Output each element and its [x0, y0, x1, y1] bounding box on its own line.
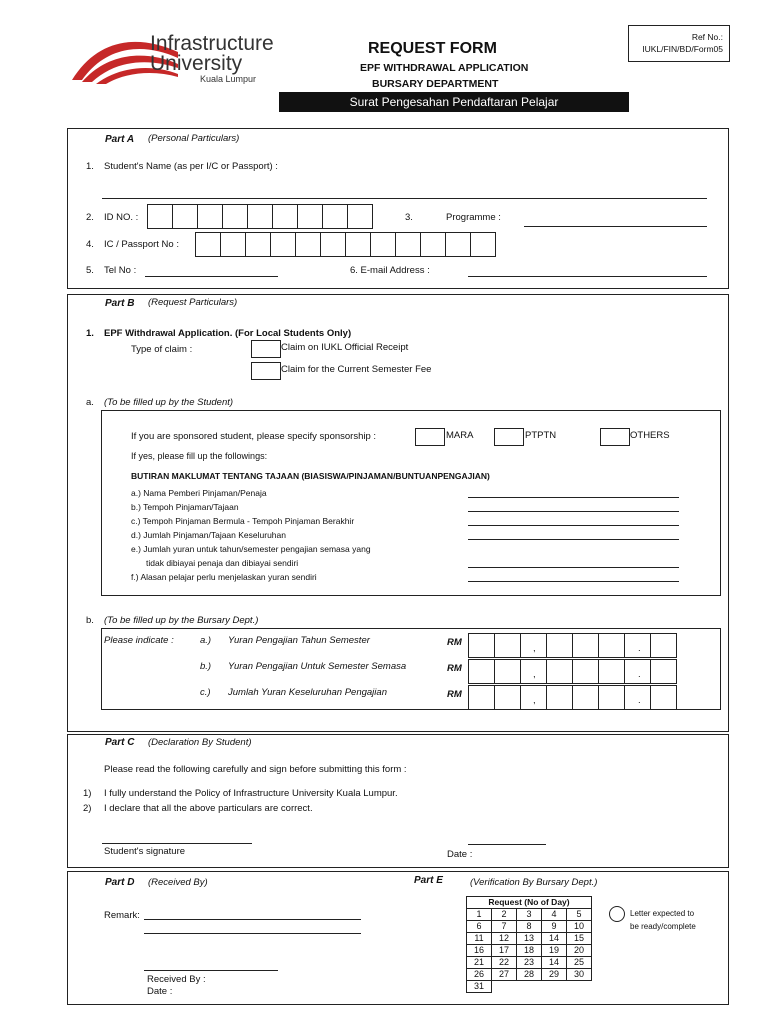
q2-number: 2. — [86, 212, 94, 223]
sponsor-item-e: e.) Jumlah yuran untuk tahun/semester pengajian semasa yang — [131, 544, 371, 554]
part-b-subtitle: (Request Particulars) — [148, 297, 238, 308]
completion-circle-icon[interactable] — [609, 906, 625, 922]
q1-number: 1. — [86, 161, 94, 172]
day-cell[interactable]: 3 — [517, 909, 542, 921]
part-e-subtitle: (Verification By Bursary Dept.) — [470, 877, 598, 888]
sponsor-item-f: f.) Alasan pelajar perlu menjelaskan yuran sendiri — [131, 572, 317, 582]
day-cell[interactable]: 28 — [517, 969, 542, 981]
fee-b-comma: , — [533, 669, 536, 680]
fee-a-letter: a.) — [200, 635, 212, 646]
sponsor-item-e-cont: tidak dibiayai penaja dan dibiayai sendiri — [146, 558, 299, 568]
ref-box — [628, 25, 730, 62]
part-e-title: Part E — [414, 875, 443, 886]
part-d-subtitle: (Received By) — [148, 877, 208, 888]
day-cell[interactable]: 12 — [492, 933, 517, 945]
student-date-field[interactable] — [468, 844, 546, 845]
day-cell[interactable]: 11 — [467, 933, 492, 945]
others-label: OTHERS — [630, 430, 670, 441]
day-cell[interactable]: 21 — [467, 957, 492, 969]
sponsor-field-b[interactable] — [468, 511, 679, 512]
letter-note-line2: be ready/complete — [630, 922, 696, 931]
fee-b-amount-boxes[interactable] — [468, 659, 677, 684]
day-cell[interactable]: 27 — [492, 969, 517, 981]
declaration-2: I declare that all the above particulars are correct. — [104, 803, 313, 814]
day-cell[interactable]: 14 — [542, 933, 567, 945]
email-field[interactable] — [468, 276, 707, 277]
fee-c-label: Jumlah Yuran Keseluruhan Pengajian — [228, 687, 387, 698]
day-cell[interactable]: 20 — [567, 945, 592, 957]
fee-b-letter: b.) — [200, 661, 212, 672]
day-cell[interactable]: 16 — [467, 945, 492, 957]
logo-text-line1: Infrastructure — [150, 32, 274, 55]
others-checkbox[interactable] — [600, 428, 630, 446]
q2-label: ID NO. : — [104, 212, 139, 223]
fee-b-dot: . — [638, 669, 641, 680]
ref-label: Ref No.: — [691, 32, 723, 42]
day-cell[interactable]: 25 — [567, 957, 592, 969]
fee-a-dot: . — [638, 643, 641, 654]
day-cell[interactable]: 23 — [517, 957, 542, 969]
part-a-subtitle: (Personal Particulars) — [148, 133, 240, 144]
q3-number: 3. — [405, 212, 413, 223]
day-cell[interactable]: 31 — [467, 981, 492, 993]
day-cell[interactable]: 19 — [542, 945, 567, 957]
fee-c-amount-boxes[interactable] — [468, 685, 677, 710]
day-cell[interactable]: 7 — [492, 921, 517, 933]
declaration-2-number: 2) — [83, 803, 92, 814]
fee-a-amount-boxes[interactable] — [468, 633, 677, 658]
form-subtitle-1: EPF WITHDRAWAL APPLICATION — [360, 62, 529, 74]
form-title: REQUEST FORM — [368, 40, 497, 57]
if-yes-text: If yes, please fill up the followings: — [131, 451, 268, 461]
q5-number: 5. — [86, 265, 94, 276]
day-cell[interactable]: 4 — [542, 909, 567, 921]
ref-value: IUKL/FIN/BD/Form05 — [642, 44, 723, 54]
fee-b-label: Yuran Pengajian Untuk Semester Semasa — [228, 661, 407, 672]
part-c-subtitle: (Declaration By Student) — [148, 737, 252, 748]
remark-label: Remark: — [104, 910, 140, 921]
sponsor-field-d[interactable] — [468, 539, 679, 540]
day-cell[interactable]: 2 — [492, 909, 517, 921]
type-of-claim-label: Type of claim : — [131, 344, 193, 355]
q5-label: Tel No : — [104, 265, 137, 276]
butiran-heading: BUTIRAN MAKLUMAT TENTANG TAJAAN (BIASISWA/PINJAMAN/BUNTUANPENGAJIAN) — [131, 471, 490, 481]
logo-text-line2: University — [150, 52, 243, 75]
q3-label: Programme : — [446, 212, 501, 223]
fee-b-rm: RM — [447, 663, 462, 674]
fee-c-letter: c.) — [200, 687, 211, 698]
day-cell[interactable]: 15 — [567, 933, 592, 945]
fee-c-comma: , — [533, 695, 536, 706]
received-by-label: Received By : — [147, 974, 206, 985]
declaration-1-number: 1) — [83, 788, 92, 799]
mara-checkbox[interactable] — [415, 428, 445, 446]
sponsor-item-b: b.) Tempoh Pinjaman/Tajaan — [131, 502, 239, 512]
section-a-label: (To be filled up by the Student) — [104, 397, 234, 408]
q6-label: 6. E-mail Address : — [350, 265, 430, 276]
item1-label: EPF Withdrawal Application. (For Local Students Only) — [104, 328, 352, 339]
logo-text-line3: Kuala Lumpur — [200, 74, 257, 84]
sponsor-field-a[interactable] — [468, 497, 679, 498]
part-d-title: Part D — [105, 877, 135, 888]
letter-note-line1: Letter expected to — [630, 909, 695, 918]
claim-receipt-checkbox[interactable] — [251, 340, 281, 358]
received-date-label: Date : — [147, 986, 173, 997]
item1-number: 1. — [86, 328, 94, 339]
remark-field-1[interactable] — [144, 919, 361, 920]
programme-field[interactable] — [524, 226, 707, 227]
banner — [279, 92, 629, 112]
part-b-title: Part B — [105, 298, 135, 309]
day-cell[interactable]: 22 — [492, 957, 517, 969]
sponsor-item-a: a.) Nama Pemberi Pinjaman/Penaja — [131, 488, 267, 498]
form-subtitle-2: BURSARY DEPARTMENT — [372, 78, 499, 90]
day-cell[interactable]: 5 — [567, 909, 592, 921]
fee-c-rm: RM — [447, 689, 462, 700]
section-a-number: a. — [86, 397, 94, 408]
day-cell[interactable]: 9 — [542, 921, 567, 933]
day-cell[interactable]: 1 — [467, 909, 492, 921]
ic-passport-boxes[interactable] — [195, 232, 496, 257]
tel-field[interactable] — [145, 276, 278, 277]
q1-label: Student's Name (as per I/C or Passport) : — [104, 161, 278, 172]
section-b-label: (To be filled up by the Bursary Dept.) — [104, 615, 259, 626]
sponsor-question: If you are sponsored student, please specify sponsorship : — [131, 431, 377, 442]
received-by-signature-field[interactable] — [144, 970, 278, 971]
day-cell[interactable]: 8 — [517, 921, 542, 933]
ptptn-label: PTPTN — [525, 430, 557, 441]
part-a-title: Part A — [105, 134, 135, 145]
student-signature-field[interactable] — [102, 843, 252, 844]
request-days-table — [466, 896, 592, 993]
banner-text: Surat Pengesahan Pendaftaran Pelajar — [349, 95, 559, 109]
student-date-label: Date : — [447, 849, 473, 860]
fee-c-dot: . — [638, 695, 641, 706]
claim-semester-label: Claim for the Current Semester Fee — [281, 364, 432, 375]
q4-number: 4. — [86, 239, 94, 250]
declaration-intro: Please read the following carefully and sign before submitting this form : — [104, 764, 407, 775]
fee-a-comma: , — [533, 643, 536, 654]
sponsor-item-d: d.) Jumlah Pinjaman/Tajaan Keseluruhan — [131, 530, 286, 540]
q4-label: IC / Passport No : — [104, 239, 179, 250]
day-cell[interactable]: 17 — [492, 945, 517, 957]
day-cell[interactable]: 29 — [542, 969, 567, 981]
day-cell[interactable]: 10 — [567, 921, 592, 933]
request-days-header: Request (No of Day) — [467, 897, 592, 909]
fee-a-label: Yuran Pengajian Tahun Semester — [228, 635, 370, 646]
sponsor-field-e[interactable] — [468, 567, 679, 568]
fee-a-rm: RM — [447, 637, 462, 648]
remark-field-2[interactable] — [144, 933, 361, 934]
ptptn-checkbox[interactable] — [494, 428, 524, 446]
please-indicate-label: Please indicate : — [104, 635, 174, 646]
student-name-field[interactable] — [102, 198, 707, 199]
part-c-title: Part C — [105, 737, 135, 748]
claim-semester-checkbox[interactable] — [251, 362, 281, 380]
day-cell[interactable]: 26 — [467, 969, 492, 981]
sponsor-field-f[interactable] — [468, 581, 679, 582]
declaration-1: I fully understand the Policy of Infrastructure University Kuala Lumpur. — [104, 788, 398, 799]
claim-receipt-label: Claim on IUKL Official Receipt — [281, 342, 409, 353]
id-number-boxes[interactable] — [147, 204, 373, 229]
section-b-number: b. — [86, 615, 94, 626]
day-cell[interactable]: 14 — [542, 957, 567, 969]
sponsor-field-c[interactable] — [468, 525, 679, 526]
day-cell[interactable]: 6 — [467, 921, 492, 933]
student-signature-label: Student's signature — [104, 846, 186, 857]
day-cell[interactable]: 30 — [567, 969, 592, 981]
mara-label: MARA — [446, 430, 474, 441]
day-cell[interactable]: 13 — [517, 933, 542, 945]
day-cell[interactable]: 18 — [517, 945, 542, 957]
sponsor-item-c: c.) Tempoh Pinjaman Bermula - Tempoh Pinjaman Berakhir — [131, 516, 355, 526]
